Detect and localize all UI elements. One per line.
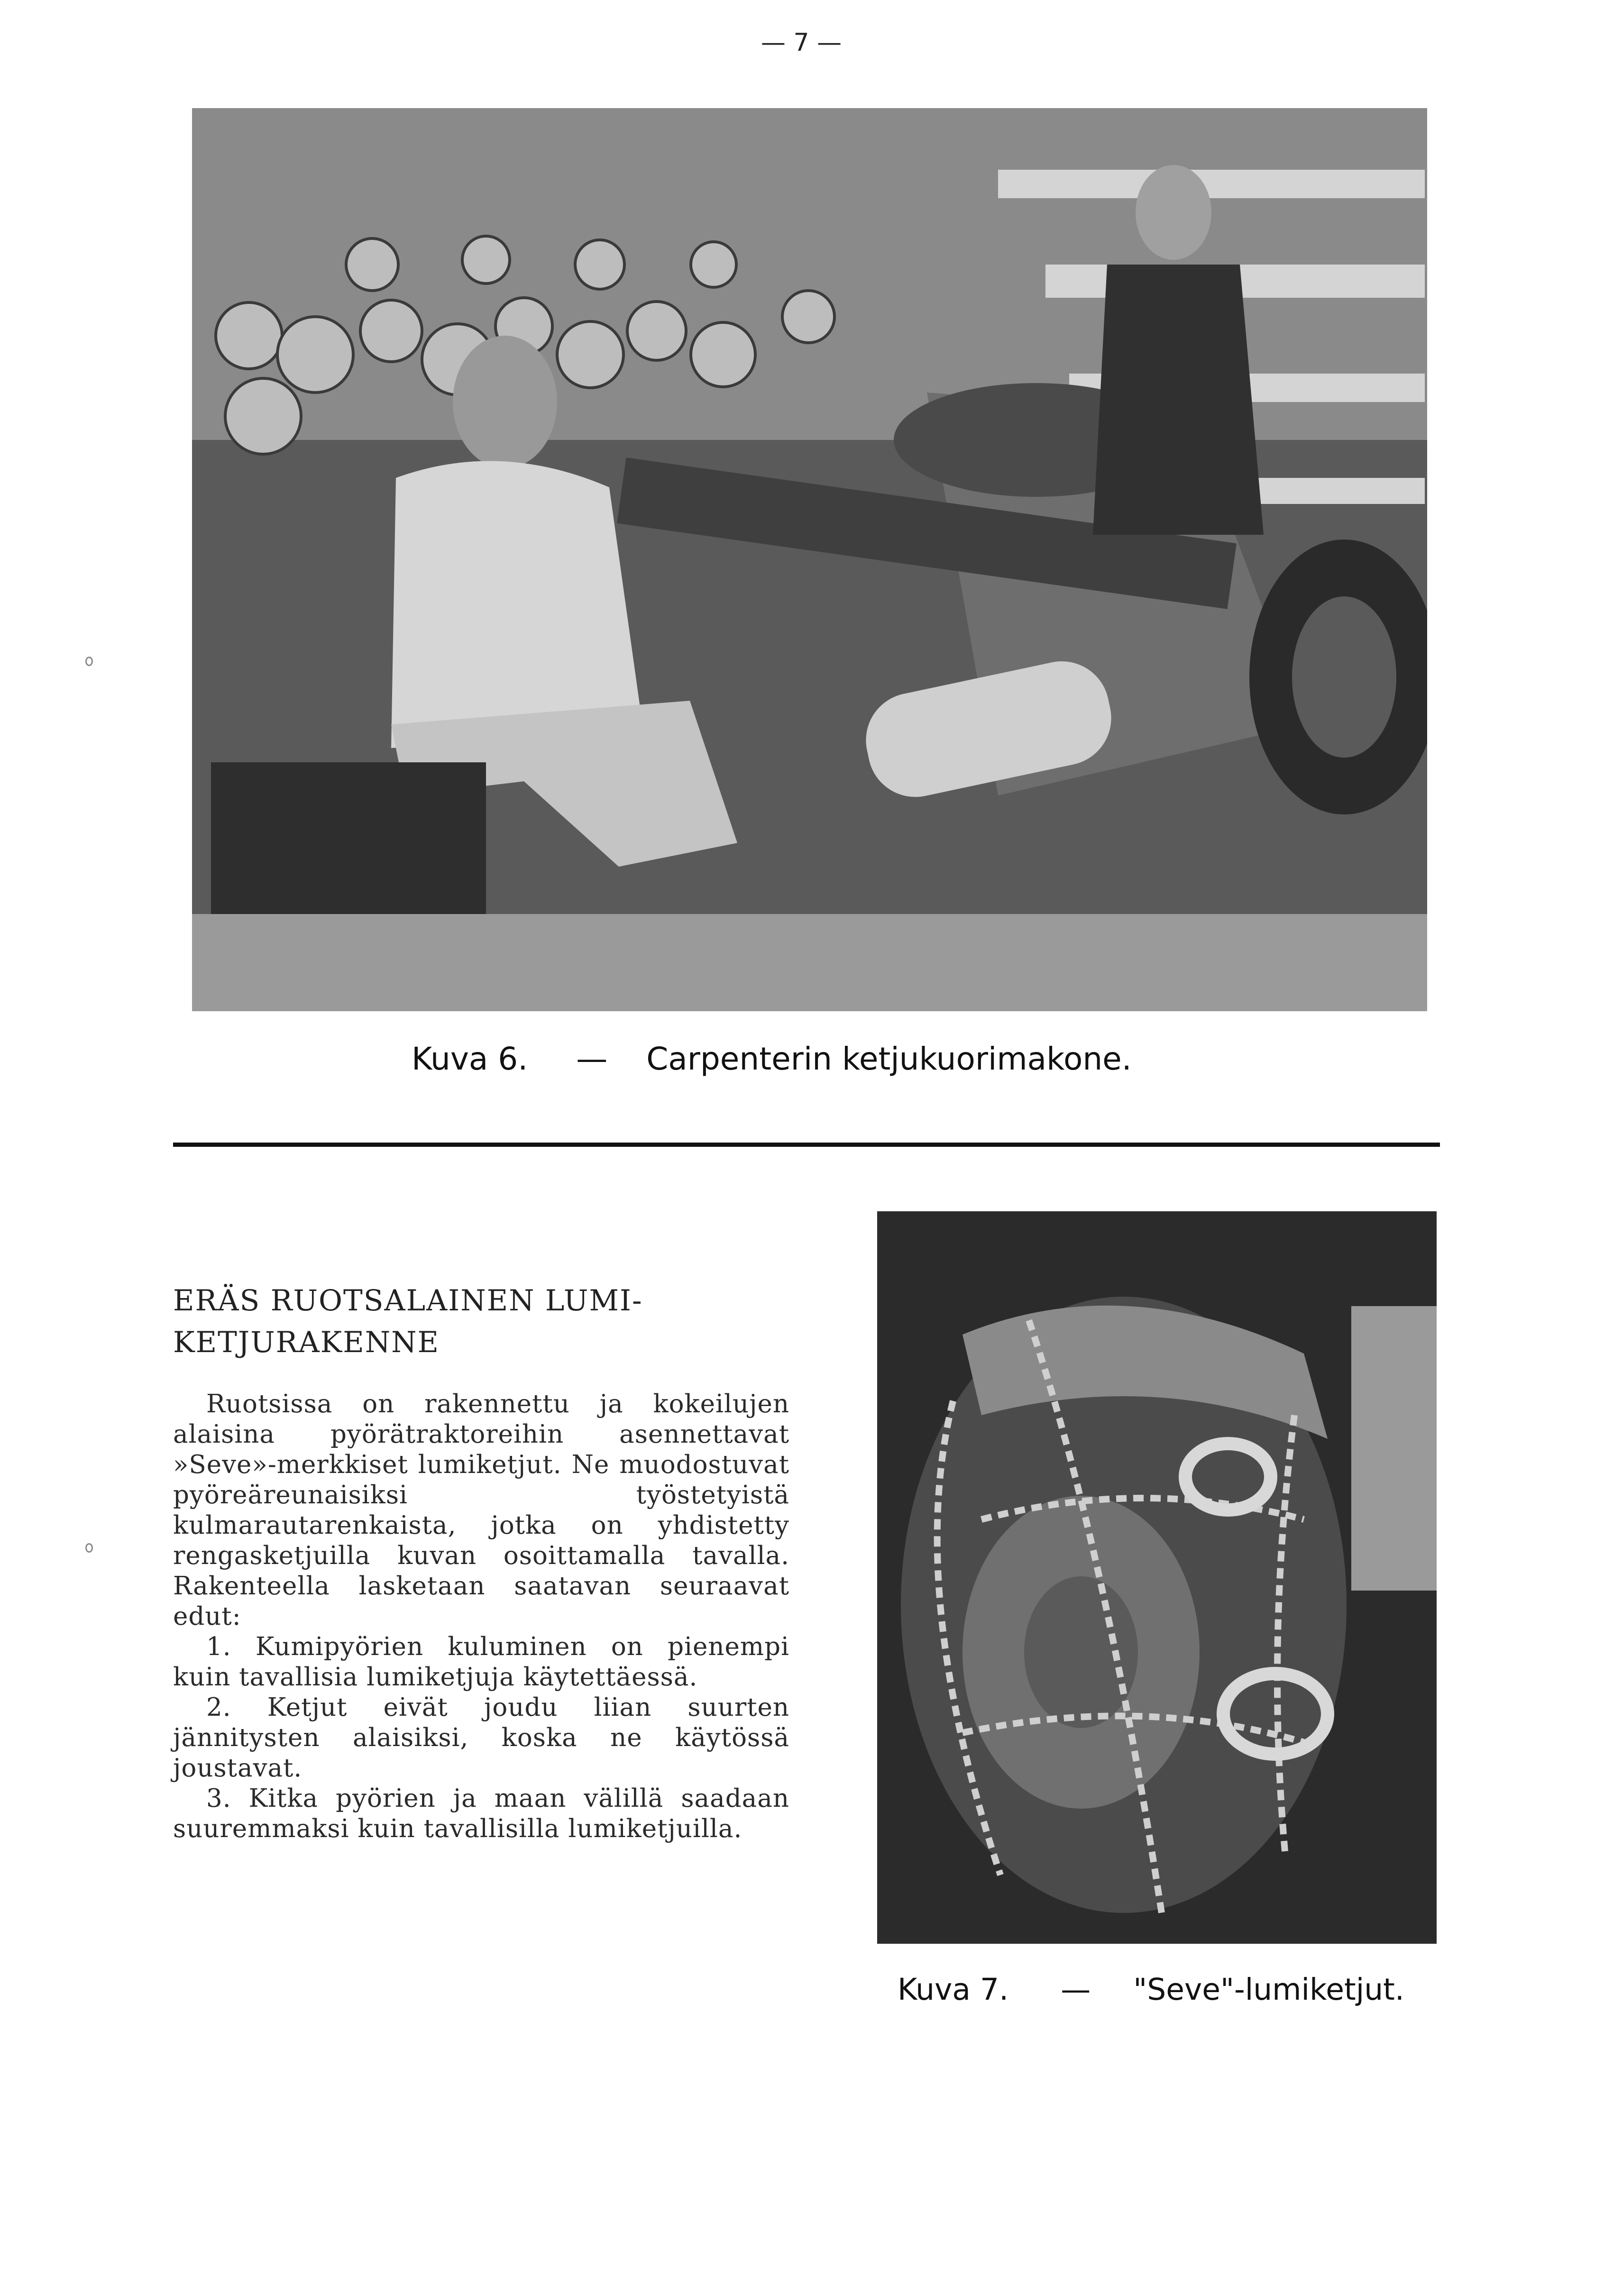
advantage-item: 1. Kumipyörien kuluminen on pienempi kuin tavallisia lumiketjuja käytettäessä. [173, 1632, 789, 1692]
article-heading-line-2: KETJURAKENNE [173, 1326, 440, 1359]
article-intro: Ruotsissa on rakennettu ja kokeilujen alaisina pyörätraktoreihin asennettavat »Seve»-merkkiset lumiketjut. Ne muodostuvat pyöreäreunaisiksi työstetyistä kulmarautarenkaista, jotka on yhdistetty rengasketjuilla kuvan osoittamalla tavalla. Rakenteella lasketaan saatavan seuraavat edut: [173, 1390, 789, 1631]
section-divider [173, 1143, 1440, 1147]
figure-6-caption [412, 1041, 1132, 1077]
photo-snow-chains [877, 1211, 1437, 1944]
figure-6-title: Carpenterin ketjukuorimakone. [646, 1041, 1132, 1077]
advantage-item: 3. Kitka pyörien ja maan välillä saadaan suuremmaksi kuin tavallisilla lumiketjuilla. [173, 1784, 789, 1843]
figure-7-caption [898, 1972, 1404, 2007]
article-heading [173, 1280, 813, 1363]
article-body [173, 1389, 789, 1844]
scan-speck [85, 657, 93, 666]
figure-6-dash: — [576, 1041, 608, 1077]
advantage-item: 2. Ketjut eivät joudu liian suurten jännitysten alaisiksi, koska ne käytössä joustavat. [173, 1693, 789, 1783]
figure-7-title: "Seve"-lumiketjut. [1133, 1972, 1404, 2007]
scan-speck [85, 1543, 93, 1553]
article-heading-line-1: ERÄS RUOTSALAINEN LUMI- [173, 1284, 643, 1317]
figure-6-label: Kuva 6. [412, 1041, 528, 1077]
figure-7-label: Kuva 7. [898, 1972, 1009, 2007]
photo-debarking-machine [192, 108, 1427, 1011]
figure-7-dash: — [1061, 1972, 1091, 2007]
page-number: — 7 — [761, 28, 842, 57]
